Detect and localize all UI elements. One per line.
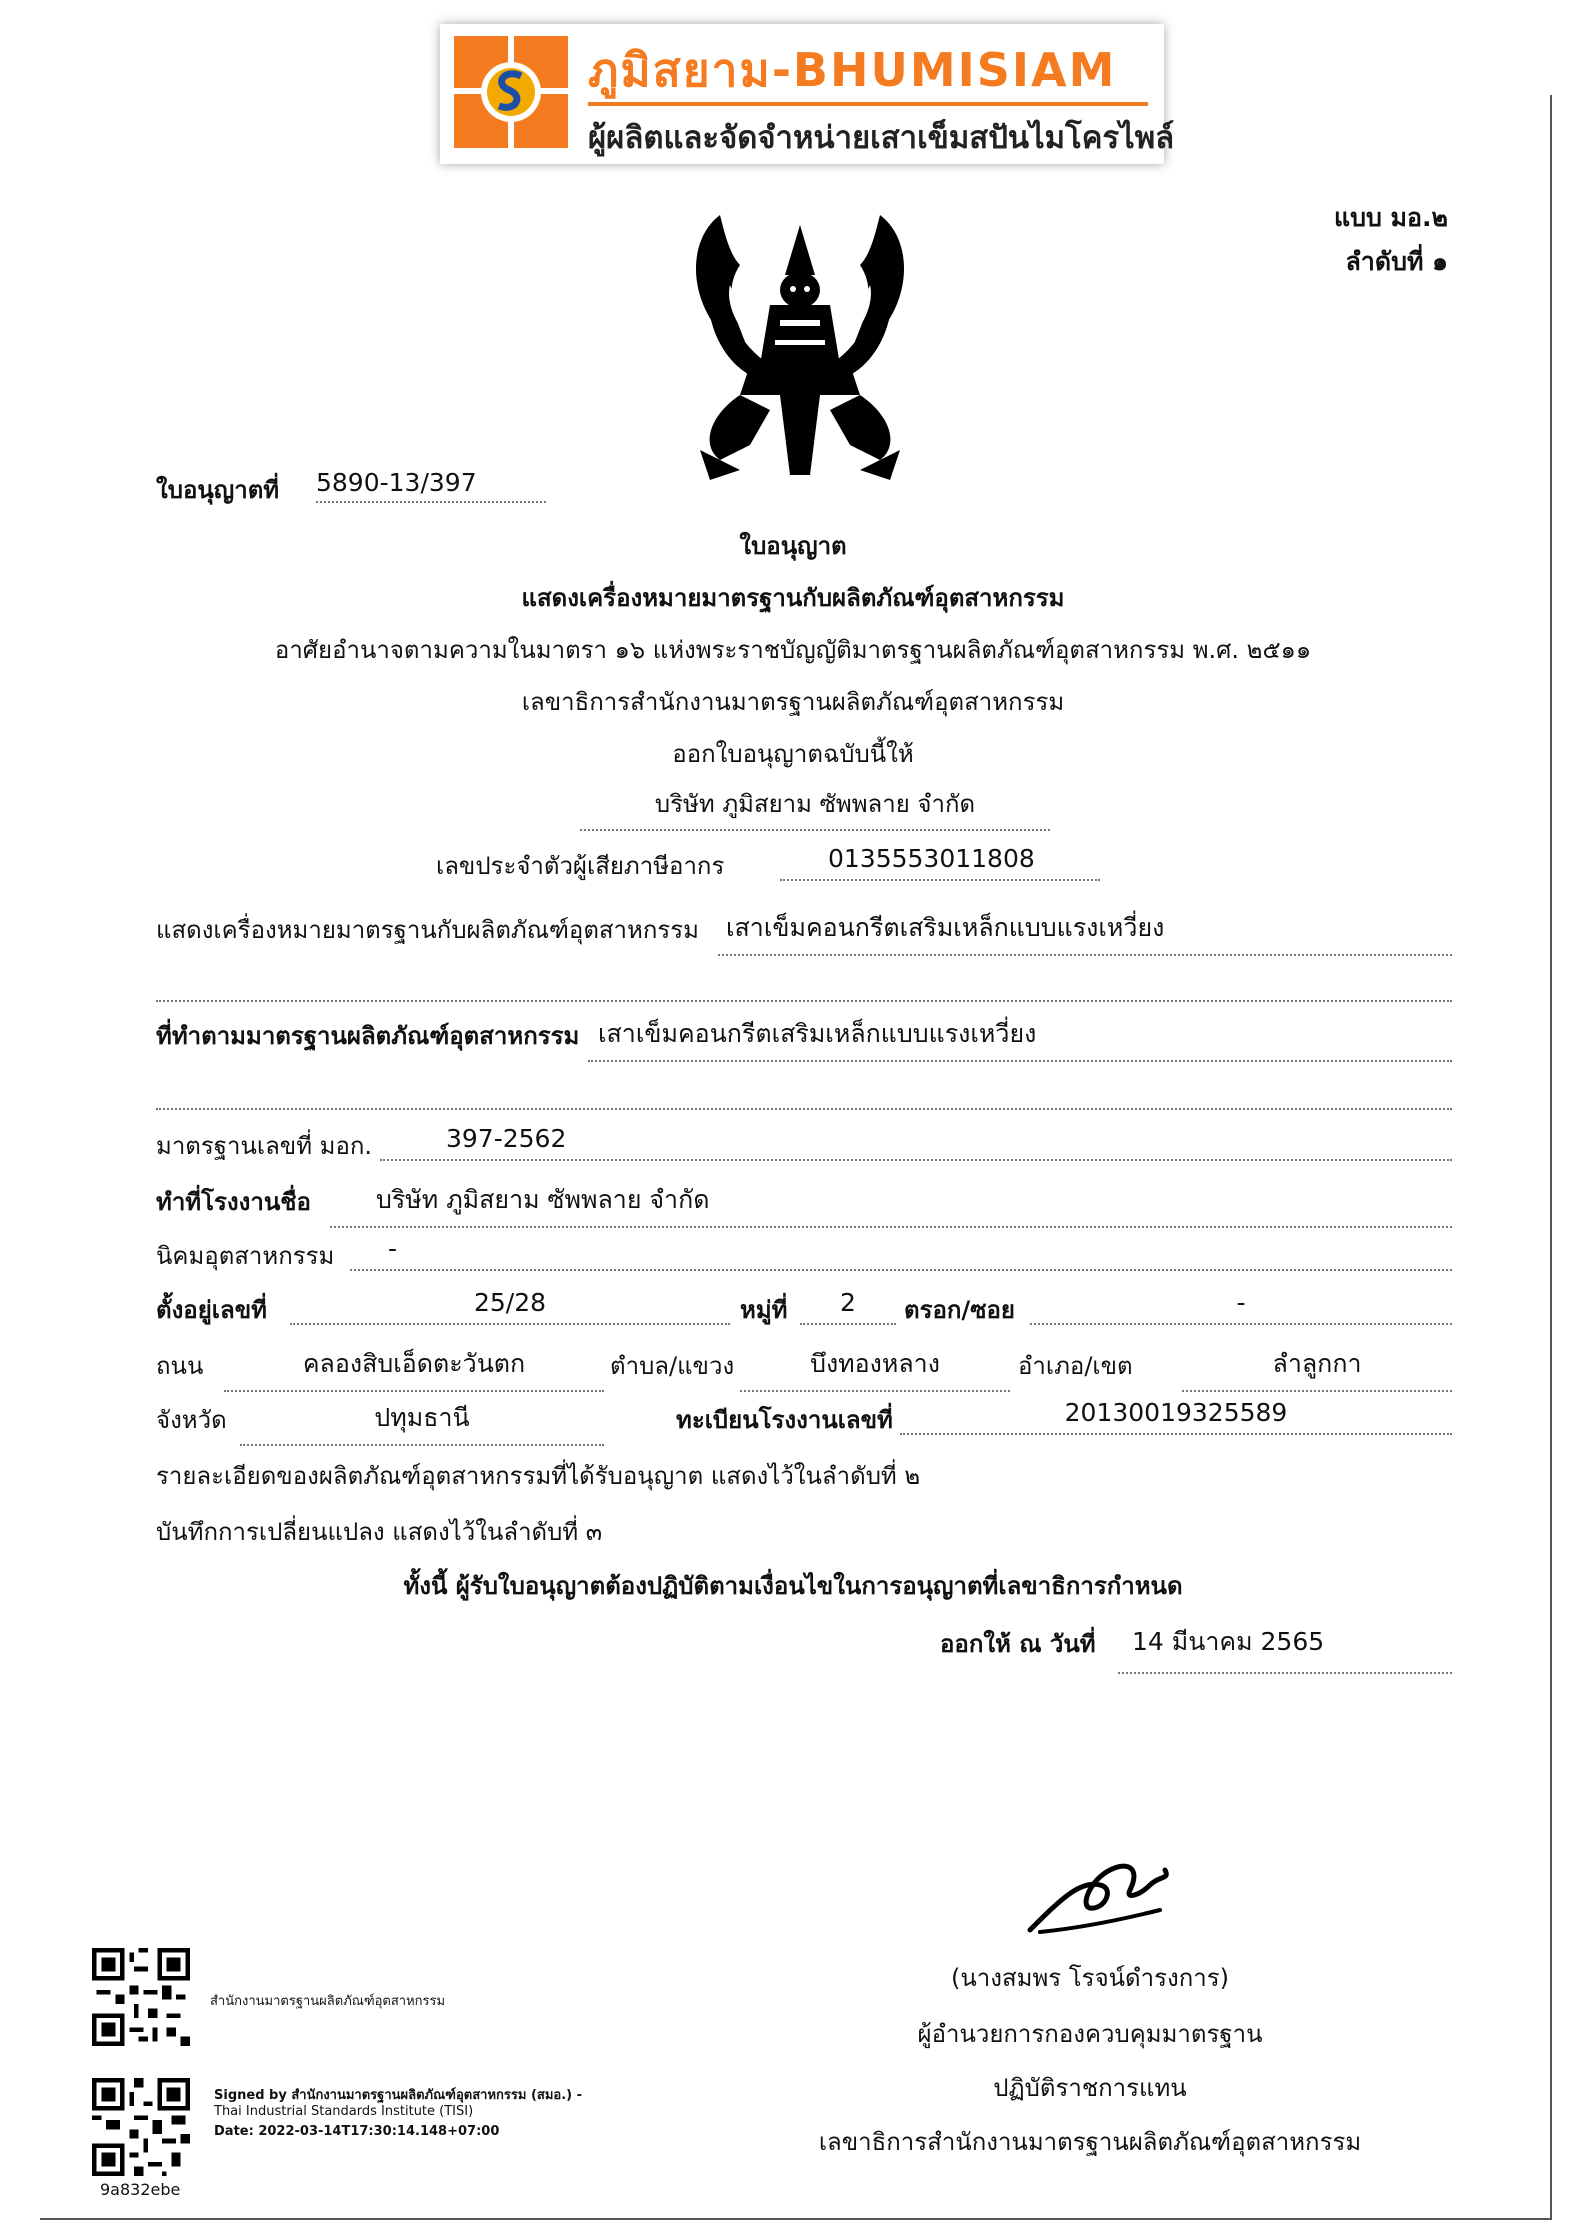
changes-note: บันทึกการเปลี่ยนแปลง แสดงไว้ในลำดับที่ ๓: [156, 1518, 603, 1546]
heading-license: ใบอนุญาต: [739, 532, 847, 560]
verification-code: 9a832ebe: [100, 2180, 181, 2199]
heading-standard-mark: แสดงเครื่องหมายมาตรฐานกับผลิตภัณฑ์อุตสาหกรรม: [521, 584, 1065, 612]
address-soi-label: ตรอก/ซอย: [904, 1296, 1015, 1324]
page-border-right: [1550, 95, 1552, 2220]
form-code: แบบ มอ.๒: [1333, 203, 1448, 232]
page-border-bottom: [40, 2218, 1552, 2220]
address-soi-value: -: [1030, 1288, 1452, 1325]
address-road-label: ถนน: [156, 1352, 204, 1380]
license-no-label: ใบอนุญาตที่: [156, 476, 280, 504]
factory-value: บริษัท ภูมิสยาม ซัพพลาย จำกัด: [330, 1180, 1452, 1228]
address-district-value: ลำลูกกา: [1182, 1344, 1452, 1392]
qr-org-text: สำนักงานมาตรฐานผลิตภัณฑ์อุตสาหกรรม: [210, 1994, 446, 2009]
heading-issue-to: ออกใบอนุญาตฉบับนี้ให้: [672, 740, 914, 768]
factory-label: ทำที่โรงงานชื่อ: [156, 1188, 311, 1216]
form-code-block: [1334, 196, 1448, 284]
form-order: ลำดับที่ ๑: [1345, 247, 1448, 276]
signatory-title-3: เลขาธิการสำนักงานมาตรฐานผลิตภัณฑ์อุตสาหกรรม: [818, 2128, 1362, 2156]
made-per-value: เสาเข็มคอนกรีตเสริมเหล็กแบบแรงเหวี่ยง: [588, 1014, 1452, 1062]
estate-value: -: [350, 1234, 1452, 1271]
product-label: แสดงเครื่องหมายมาตรฐานกับผลิตภัณฑ์อุตสาหกรรม: [156, 916, 699, 944]
issued-date-value: 14 มีนาคม 2565: [1118, 1622, 1452, 1674]
banner-title: ภูมิสยาม-BHUMISIAM: [588, 43, 1117, 97]
address-district-label: อำเภอ/เขต: [1018, 1352, 1133, 1380]
address-no-label: ตั้งอยู่เลขที่: [156, 1296, 267, 1324]
issued-date-label: ออกให้ ณ วันที่: [940, 1630, 1096, 1658]
address-province-value: ปทุมธานี: [240, 1398, 604, 1446]
address-no-value: 25/28: [290, 1288, 730, 1325]
factory-reg-value: 20130019325589: [900, 1398, 1452, 1435]
signed-by-text: Signed by สำนักงานมาตรฐานผลิตภัณฑ์อุตสาหกรรม (สมอ.) -: [214, 2088, 582, 2103]
address-moo-label: หมู่ที่: [740, 1296, 788, 1324]
heading-authority: อาศัยอำนาจตามความในมาตรา ๑๖ แห่งพระราชบัญญัติมาตรฐานผลิตภัณฑ์อุตสาหกรรม พ.ศ. ๒๕๑๑: [274, 636, 1312, 664]
signatory-title-1: ผู้อำนวยการกองควบคุมมาตรฐาน: [917, 2020, 1263, 2048]
product-value: เสาเข็มคอนกรีตเสริมเหล็กแบบแรงเหวี่ยง: [718, 908, 1452, 956]
address-province-label: จังหวัด: [156, 1406, 227, 1434]
qr-code-icon: [92, 1948, 190, 2046]
address-subdistrict-value: บึงทองหลาง: [740, 1344, 1010, 1392]
signature-icon: [1020, 1840, 1180, 1940]
licensee-company: บริษัท ภูมิสยาม ซัพพลาย จำกัด: [580, 784, 1050, 831]
address-road-value: คลองสิบเอ็ดตะวันตก: [224, 1344, 604, 1392]
factory-reg-label: ทะเบียนโรงงานเลขที่: [676, 1406, 893, 1434]
standard-no-label: มาตรฐานเลขที่ มอก.: [156, 1132, 373, 1160]
license-no-value: 5890-13/397: [316, 468, 546, 503]
signature-qr-code-icon: [92, 2078, 190, 2176]
banner-divider: [588, 102, 1148, 106]
tax-id-label: เลขประจำตัวผู้เสียภาษีอากร: [436, 852, 725, 880]
address-moo-value: 2: [800, 1288, 896, 1325]
condition-note: ทั้งนี้ ผู้รับใบอนุญาตต้องปฏิบัติตามเงื่อนไขในการอนุญาตที่เลขาธิการกำหนด: [403, 1572, 1183, 1600]
garuda-emblem-icon: [680, 205, 920, 485]
product-continuation-line: [156, 1000, 1452, 1002]
address-subdistrict-label: ตำบล/แขวง: [610, 1352, 735, 1380]
made-per-label: ที่ทำตามมาตรฐานผลิตภัณฑ์อุตสาหกรรม: [156, 1022, 580, 1050]
standard-no-value: 397-2562: [380, 1124, 1452, 1161]
tisi-text: Thai Industrial Standards Institute (TISI): [214, 2104, 474, 2119]
company-logo-icon: [454, 36, 568, 148]
details-note: รายละเอียดของผลิตภัณฑ์อุตสาหกรรมที่ได้รับอนุญาต แสดงไว้ในลำดับที่ ๒: [156, 1462, 921, 1490]
estate-label: นิคมอุตสาหกรรม: [156, 1242, 335, 1270]
banner-subtitle: ผู้ผลิตและจัดจำหน่ายเสาเข็มสปันไมโครไพล์: [588, 120, 1175, 156]
heading-secretary: เลขาธิการสำนักงานมาตรฐานผลิตภัณฑ์อุตสาหกรรม: [521, 688, 1065, 716]
made-per-continuation-line: [156, 1108, 1452, 1110]
signatory-name: (นางสมพร โรจน์ดำรงการ): [951, 1964, 1229, 1992]
signatory-title-2: ปฏิบัติราชการแทน: [993, 2074, 1187, 2102]
tax-id-value: 0135553011808: [780, 844, 1100, 881]
company-banner: [440, 24, 1175, 164]
signed-date-text: Date: 2022-03-14T17:30:14.148+07:00: [214, 2124, 500, 2139]
